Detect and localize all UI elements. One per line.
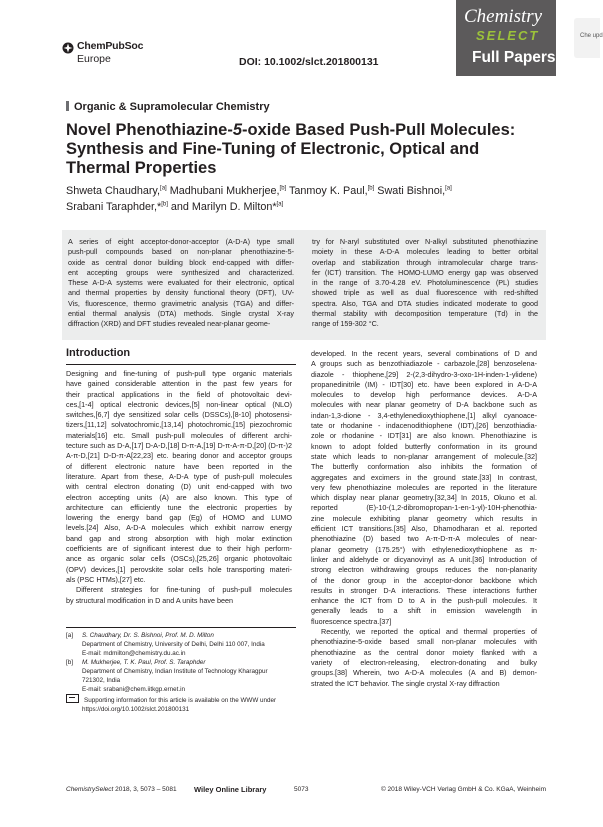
text-line: linker and aldehyde or dicyanovinyl as A unit.[36] Introduction of [311, 554, 537, 564]
text-line: strated the ICT behavior. The single crystal X-ray diffraction [311, 678, 500, 688]
text-line: A groups such as benzothiadiazole - carbazole,[28] benzoselena- [311, 359, 537, 369]
body-left-column [66, 369, 292, 606]
text-line: als (PSC HTMs),[27] etc. [66, 574, 146, 584]
page-footer [66, 784, 546, 798]
footer-citation: ChemistrySelect 2018, 3, 5073 – 5081 [66, 786, 177, 793]
text-line: literature. Apart from these, A-D-A type of push-pull molecules [66, 471, 292, 481]
text-line: in the range of 3.70-4.28 eV. Photoluminescence (PL) studies [312, 278, 538, 288]
text-line: tate or rhodanine - indacenodithiophene (IDT),[26] benzothiadia- [311, 421, 537, 431]
author-list [66, 183, 546, 215]
page-number: 5073 [294, 786, 309, 793]
text-line: which display near planar geometry.[32,34] In 2015, Okuno et al. [311, 493, 537, 503]
supporting-info-link[interactable]: https://doi.org/10.1002/slct.201800131 [82, 706, 190, 713]
text-line: state which leads to non-planar arrangement of molecule.[32] [311, 451, 537, 461]
text-line: Designing and fine-tuning of push-pull type organic materials [66, 369, 292, 378]
text-line: tecture such as D-A,[17] D-A-D,[18] D-π-A,[19] D-π-A-π-D,[20] (D-π-)2 [66, 441, 292, 451]
text-line: spectra. Also, TGA and DTA studies indicated moderate to good [312, 298, 538, 308]
chempubsoc-logo [62, 40, 152, 70]
text-line: planar geometry (175.25°) with ethylenedioxythiophene as π- [311, 544, 537, 554]
section-bar-icon [66, 101, 69, 111]
text-line: ces,[1-4] optical electronic devices,[5] non-linear optical (NLO) [66, 399, 292, 409]
abstract-right-column [312, 237, 538, 330]
text-line: overlap and stabilization through intramolecular charge trans- [312, 257, 538, 267]
article-title [66, 121, 546, 178]
text-line: range of 159-302 °C. [312, 319, 379, 329]
text-line: moiety in these A-D-A molecules leading to better orbital [312, 247, 538, 257]
text-line: electron accepting units (A) are also known. This type of [66, 492, 292, 502]
text-line: very few phenothiazine molecules are reported in the literature [311, 482, 537, 492]
text-line: fluorescence spectra.[37] [311, 616, 392, 626]
article-type: Full Papers [472, 49, 556, 66]
text-line: aggregates and excimers in the ground state.[33] In contrast, [311, 472, 537, 482]
text-line: tizers,[11,12] solvatochromic,[13,14] photochromic,[15] piezochromic [66, 420, 292, 430]
text-line: try for N-aryl substituted over N-alkyl substituted phenothiazine [312, 237, 538, 246]
text-line: diazole - thiophene,[29] 2-(2,3-dihydro-3-oxo-1H-inden-1-ylidene) [311, 369, 537, 379]
text-line: A series of eight acceptor-donor-acceptor (A-D-A) type small [68, 237, 294, 246]
text-line: phenothiazine (D) based two A-π-D-π-A molecules of near- [311, 534, 537, 544]
text-line: ance as organic solar cells (OSCs),[25,26] organic photovoltaic [66, 554, 292, 564]
affiliation-divider [66, 627, 296, 628]
text-line: phenothiazine as the central donor moiety flanked with a [311, 647, 537, 657]
body-right-column [311, 349, 537, 689]
doi-link[interactable]: DOI: 10.1002/slct.201800131 [239, 56, 379, 68]
affiliation-dept: Department of Chemistry, University of Delhi, Delhi 110 007, India [82, 641, 265, 648]
text-line: known to adopt folded butterfly conformation in its ground [311, 441, 537, 451]
text-line: These A-D-A systems were evaluated for their electronic, optical [68, 278, 294, 288]
affiliation-names: [b] M. Mukherjee, T. K. Paul, Prof. S. Taraphder [66, 659, 206, 666]
publisher-name-line2: Europe [77, 53, 111, 65]
text-line: diffraction (XRD) and DFT studies revealed near-planar geome- [68, 319, 271, 329]
text-line: zine molecule exhibiting planar geometry which results in [311, 513, 537, 523]
text-line: thermal stability with decomposition temperature (Td) in the [312, 309, 538, 319]
journal-name-chemistry: Chemistry [464, 6, 543, 27]
section-label: Organic & Supramolecular Chemistry [74, 101, 270, 113]
text-line: indan-1,3-dione - 3,4-ethylenedioxythiophene,[1] alkyl cyanoace- [311, 410, 537, 420]
chempubsoc-star-icon [62, 42, 74, 54]
text-line: ential thermal analysis (DTA) methods. Single crystal X-ray [68, 309, 294, 319]
text-line: fer (ICT) transition. The HOMO-LUMO energy gap was observed [312, 267, 538, 277]
affiliation-names: [a] S. Chaudhary, Dr. S. Bishnoi, Prof. M. D. Milton [66, 632, 214, 639]
text-line: results in stronger D-A interactions. These interactions further [311, 585, 537, 595]
text-line: with central electron donating (D) unit end-capped with two [66, 482, 292, 492]
text-line: Different strategies for fine-tuning of push-pull molecules [76, 585, 292, 595]
text-line: Vis, fluorescence, thermo gravimetric analysis (TGA) and differ- [68, 298, 294, 308]
affiliation-dept: Department of Chemistry, Indian Institute of Technology Kharagpur [82, 668, 268, 675]
copyright-notice: © 2018 Wiley-VCH Verlag GmbH & Co. KGaA, Weinheim [380, 786, 546, 793]
abstract-box [62, 230, 546, 340]
text-line: architecture can efficiently tune the electronic properties by [66, 502, 292, 512]
text-line: phenothiazine-5-oxide based small non-planar molecules with [311, 637, 537, 647]
check-for-updates-badge[interactable] [574, 18, 603, 58]
text-line: molecules to develop high performance devices. A-D-A [311, 390, 537, 400]
text-line: developed. In the recent years, several combinations of D and [311, 349, 537, 358]
affiliation-dept: 721302, India [82, 677, 121, 684]
text-line: their practical applications in the field of photovoltaic devi- [66, 389, 292, 399]
affiliation-email[interactable]: E-mail: srabani@chem.iitkgp.ernet.in [82, 686, 185, 693]
text-line: band gap and strong absorption with high molar extinction [66, 533, 292, 543]
journal-brand-box [456, 0, 556, 76]
text-line: lowering the energy band gap (Eg) of HOMO and LUMO [66, 513, 292, 523]
text-line: Recently, we reported the optical and thermal properties of [321, 627, 537, 637]
affiliation-email[interactable]: E-mail: mdmilton@chemistry.du.ac.in [82, 650, 186, 657]
heading-divider [66, 364, 296, 365]
journal-name-select: SELECT [476, 28, 540, 43]
text-line: zole or rhodanine - IDT[31] are also known. Phenothiazine is [311, 431, 537, 441]
text-line: materials[16] etc. Small push-pull molecules of different archi- [66, 430, 292, 440]
text-line: propanedinitrile (IM) - IDT[30] etc. have been explored in A-D-A [311, 379, 537, 389]
title-line: Novel Phenothiazine-5-oxide Based Push-Pull Molecules: [66, 121, 516, 139]
title-line: Synthesis and Fine-Tuning of Electronic, Optical and [66, 140, 480, 158]
text-line: showed triple as well as dual fluorescence with red-shifted [312, 288, 538, 298]
text-line: reported (E)-10-(1,2-dibromopropan-1-en-1-yl)-10H-phenothia- [311, 503, 537, 513]
text-line: generally leads to a shift in emission wavelength in [311, 606, 537, 616]
wiley-online-library-link[interactable]: Wiley Online Library [194, 785, 267, 794]
text-line: variety of electron-releasing, electron-donating and bulky [311, 657, 537, 667]
introduction-heading: Introduction [66, 347, 131, 359]
text-line: ent accepting groups were synthesized and characterized. [68, 267, 294, 277]
text-line: strong electron withdrawing groups reduces the non-planarity [311, 565, 537, 575]
text-line: The butterfly conformation also inhibits the formation of [311, 462, 537, 472]
section-tag [66, 101, 270, 113]
supporting-info-line: Supporting information for this article is available on the WWW under [66, 694, 296, 705]
text-line: molecules with near planar geometry of D-A backbone such as [311, 400, 537, 410]
text-line: push-pull compounds based on non-planar phenothiazine-5- [68, 247, 294, 257]
author-line: Srabani Taraphder,*[b] and Marilyn D. Milton*[a] [66, 201, 284, 213]
text-line: switches,[6,7] dye sensitized solar cells (DSSCs),[8-10] photosensi- [66, 410, 292, 420]
text-line: (OPV) devices,[1] perovskite solar cells hole transporting materi- [66, 564, 292, 574]
text-line: coefficients are of significant interest due to their high perform- [66, 544, 292, 554]
text-line: oxide as central donor building block end-capped with differ- [68, 257, 294, 267]
text-line: efficient ICT transitions.[35] Also, Dhamodharan et al. reported [311, 524, 537, 534]
text-line: and thermal properties by density functional theory (DFT), UV- [68, 288, 294, 298]
affiliations-block [66, 631, 296, 714]
text-line: A-π-D,[21] D-D-π-A[22,23] etc. bearing donor and acceptor groups [66, 451, 292, 461]
text-line: of different electronic nature have been reported in the [66, 461, 292, 471]
text-line: of the donor group in the acceptor-donor backbone which [311, 575, 537, 585]
abstract-left-column [68, 237, 294, 330]
text-line: enhance the ICT from D to A in the push-pull molecules. It [311, 596, 537, 606]
author-line: Shweta Chaudhary,[a] Madhubani Mukherjee,[b] Tanmoy K. Paul,[b] Swati Bishnoi,[a] [66, 185, 452, 197]
supporting-info-icon [66, 694, 79, 703]
text-line: levels.[24] Also, A-D-A molecules which exhibit narrow energy [66, 523, 292, 533]
publisher-name-line1: ChemPubSoc [77, 40, 144, 52]
text-line: groups.[38] Wherein, two A-D-A molecules (A and B) demon- [311, 668, 537, 678]
check-for-updates-label: Che upd [580, 33, 603, 39]
title-line: Thermal Properties [66, 159, 217, 177]
text-line: have gained considerable attention in the past few years for [66, 379, 292, 389]
text-line: by structural modification in D and A units have been [66, 595, 234, 605]
